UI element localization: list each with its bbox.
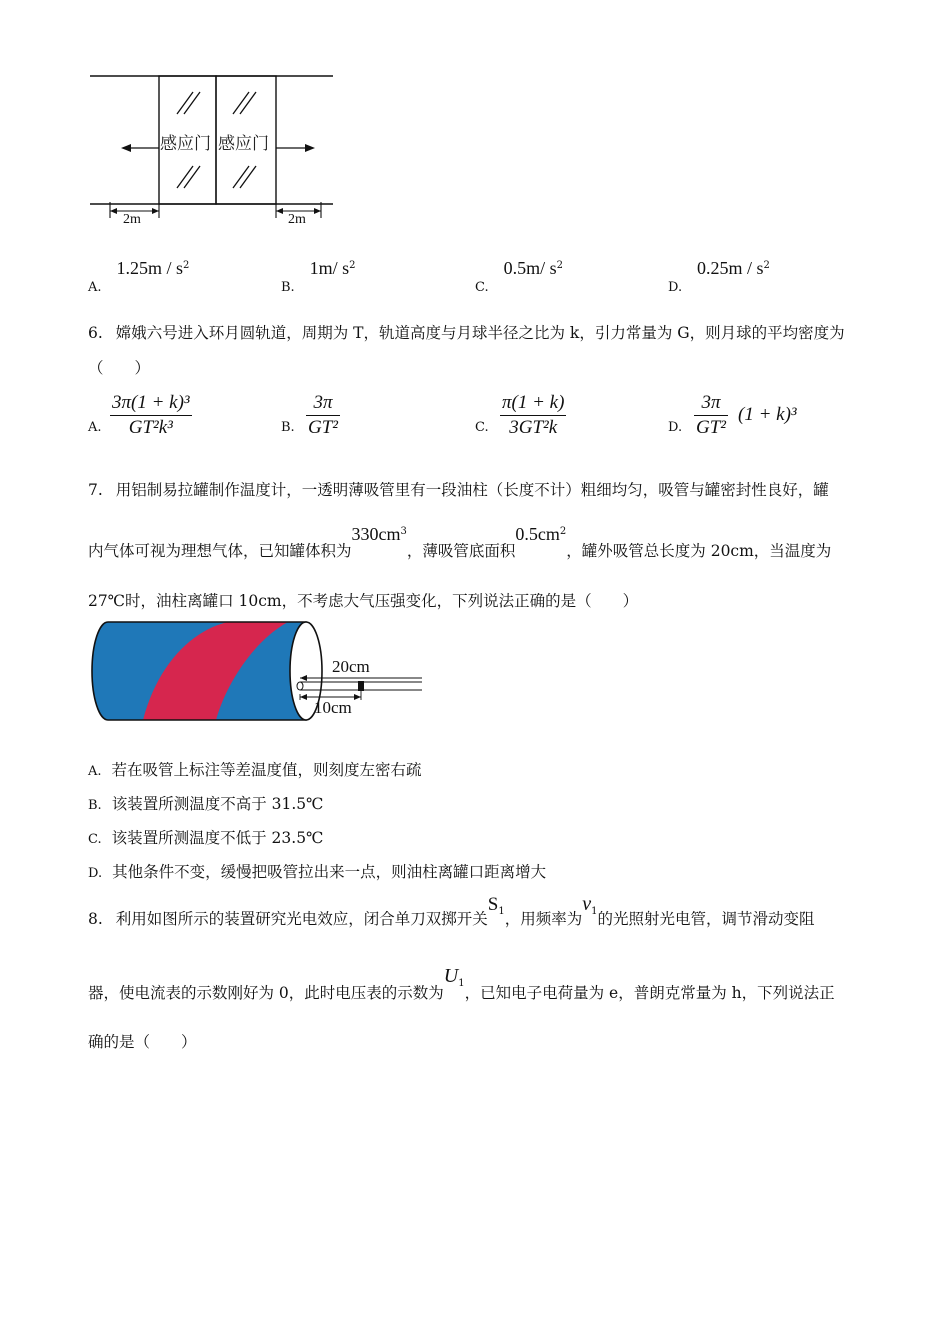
can-label-20cm: 20cm [332,657,370,676]
q7-stem-line1: 7. 用铝制易拉罐制作温度计，一透明薄吸管里有一段油柱（长度不计）粗细均匀，吸管与罐密封性良好，罐 [88,481,829,499]
q6-option-d-fraction[interactable]: 3π GT² [696,392,726,438]
q7-option-a[interactable]: A. 若在吸管上标注等差温度值，则刻度左密右疏 [88,761,422,779]
can-label-10cm: 10cm [314,698,352,717]
q6-option-a-fraction[interactable]: 3π(1 + k)³ GT²k³ [112,392,190,438]
dim-label-right: 2m [288,212,306,227]
q5-option-d[interactable]: $_{D.}$ $0.25m / s^2$ [668,258,770,295]
q6-option-c-letter[interactable]: C. [475,420,489,435]
dim-label-left: 2m [123,212,141,227]
q7-option-b[interactable]: B. 该装置所测温度不高于 31.5℃ [88,795,324,813]
q6-option-d-tail: (1 + k)³ [738,404,797,425]
door-diagram [85,70,340,235]
q7-stem-line2: 内气体可视为理想气体，已知罐体积为$330cm^3$，薄吸管底面积$0.5cm^2$，罐外吸管总长度为 20cm，当温度为 [88,524,832,560]
q7-option-c[interactable]: C. 该装置所测温度不低于 23.5℃ [88,829,324,847]
q7-stem-line3: 27℃时，油柱离罐口 10cm，不考虑大气压强变化，下列说法正确的是（ ） [88,592,639,610]
can-thermometer-diagram [88,618,428,728]
door-label-right: 感应门 [218,134,269,154]
q7-option-d[interactable]: D. 其他条件不变，缓慢把吸管拉出来一点，则油柱离罐口距离增大 [88,863,547,881]
q5-option-b[interactable]: $_{B.}$ 1m/ $s^2$ [281,258,356,295]
q6-blank: （ ） [88,359,151,377]
q6-option-c-fraction[interactable]: π(1 + k) 3GT²k [502,392,565,438]
q5-option-c[interactable]: $_{C.}$ 0.5m/ $s^2$ [475,258,563,295]
q8-stem-line1: 8. 利用如图所示的装置研究光电效应，闭合单刀双掷开关$S_1$，用频率为$\nu_1$的光照射光电管，调节滑动变阻 [88,893,815,928]
q5-option-a[interactable]: $_{A.}$ $1.25m / s^2$ [88,258,190,295]
q6-option-a-letter[interactable]: A. [88,420,102,435]
q8-stem-line3: 确的是（ ） [88,1033,197,1051]
q6-option-b-letter[interactable]: B. [281,420,295,435]
q6-option-d-letter[interactable]: D. [668,420,683,435]
door-label-left: 感应门 [160,134,211,154]
q6-option-b-fraction[interactable]: 3π GT² [308,392,338,438]
q8-stem-line2: 器，使电流表的示数刚好为 0，此时电压表的示数为$U_1$，已知电子电荷量为 e，普朗克常量为 h，下列说法正 [88,965,835,1002]
q6-stem: 6. 嫦娥六号进入环月圆轨道，周期为 T，轨道高度与月球半径之比为 k，引力常量为 G，则月球的平均密度为 [88,324,845,342]
